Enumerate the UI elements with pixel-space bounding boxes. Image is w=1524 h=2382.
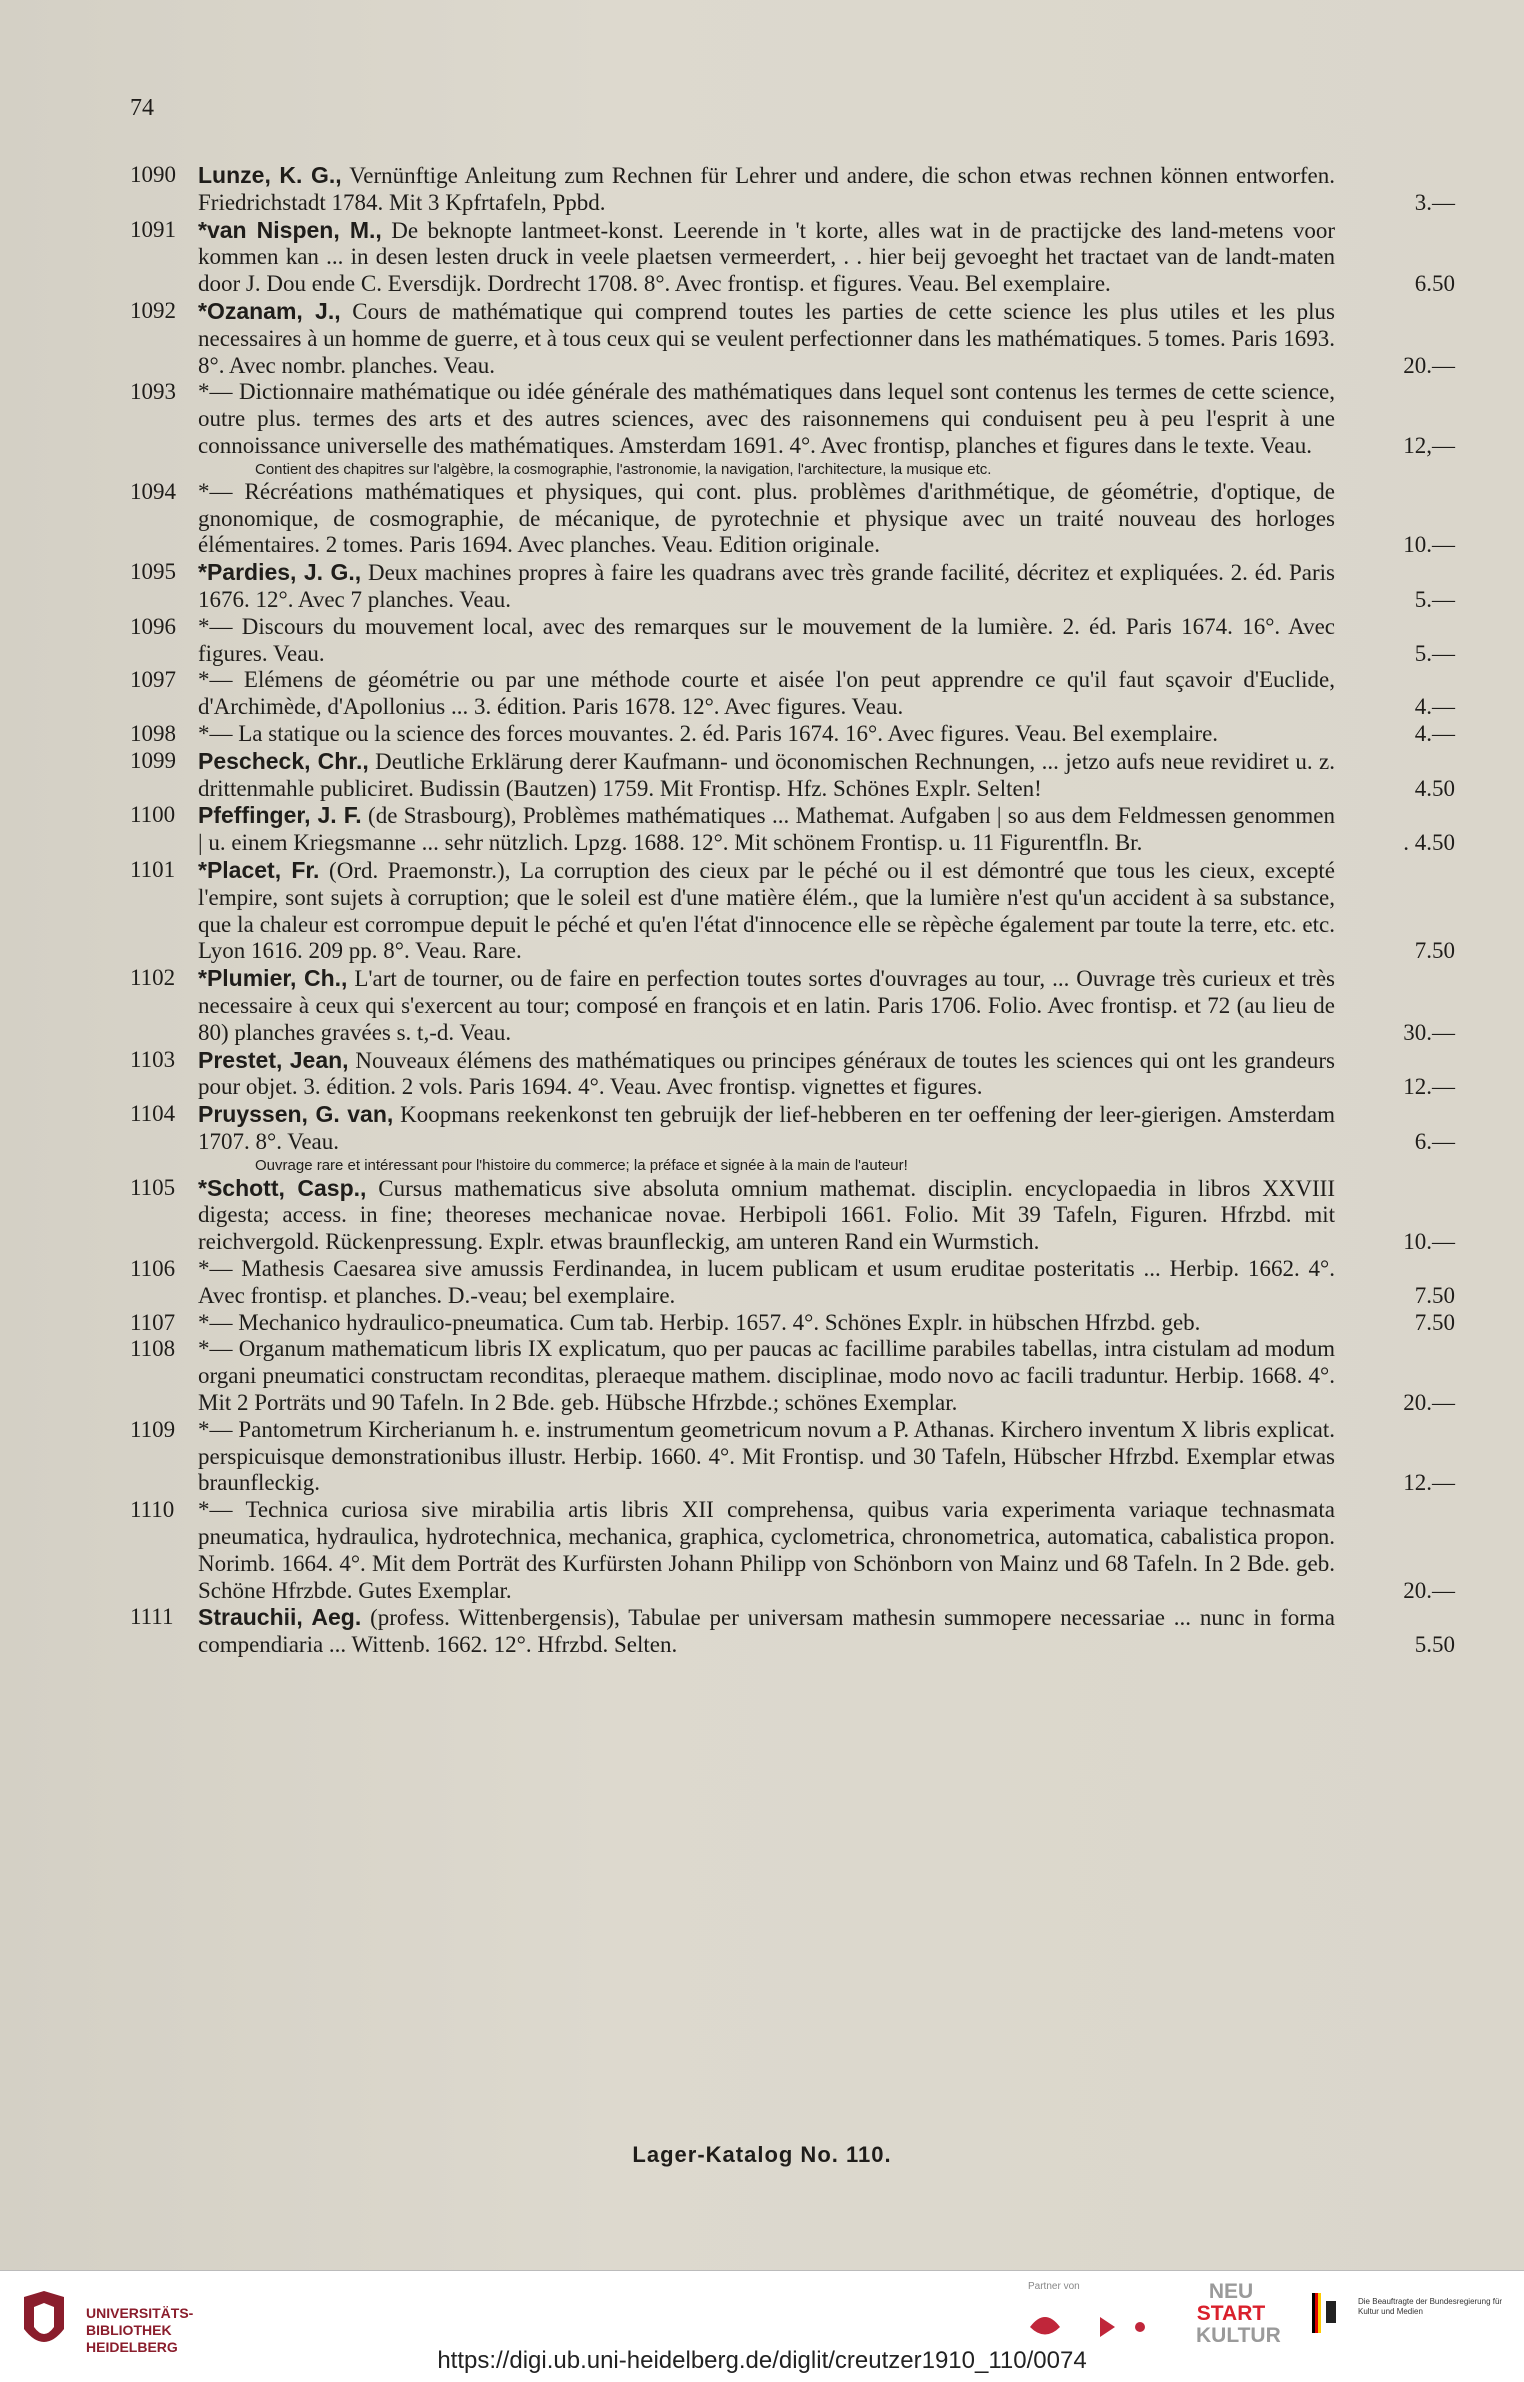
entry-description (198, 614, 1335, 668)
entry-description (198, 667, 1335, 721)
entry-description (198, 1256, 1335, 1310)
viewer-bottom-bar (0, 2270, 1524, 2382)
entry-description (198, 1175, 1335, 1256)
entry-body: Koopmans reekenkonst ten gebruijk der lief-hebberen en ter oeffening der leer-gierigen. Amsterdam 1707. 8°. Veau. (198, 1102, 1335, 1154)
catalog-entries (120, 162, 1455, 1659)
entry-description (198, 559, 1335, 614)
entry-number: 1100 (130, 802, 176, 828)
entry-note: Contient des chapitres sur l'algèbre, la cosmographie, l'astronomie, la navigation, l'architecture, la musique etc. (255, 460, 992, 478)
entry-number: 1110 (130, 1497, 175, 1523)
entry-description (198, 379, 1335, 459)
entry-description (198, 162, 1335, 217)
entry-description (198, 748, 1335, 803)
entry-number: 1099 (130, 747, 176, 773)
entry-author: *Placet, Fr. (198, 856, 320, 883)
entry-price: 10.— (1403, 1229, 1455, 1255)
entry-body: (profess. Wittenbergensis), Tabulae per universam mathesin summopere necessariae ... nunc in forma compendiaria ... Wittenb. 1662. 12°. Hfrzbd. Selten. (198, 1605, 1336, 1658)
entry-description (198, 1604, 1335, 1659)
entry-price: 5.50 (1414, 1632, 1455, 1658)
entry-body: *— Mechanico hydraulico-pneumatica. Cum tab. Herbip. 1657. 4°. Schönes Explr. in hübschen Hfrzbd. geb. (198, 1309, 1201, 1335)
catalog-entry (120, 379, 1455, 459)
entry-number: 1111 (130, 1604, 174, 1630)
entry-description (198, 1336, 1335, 1416)
catalog-entry (120, 802, 1455, 857)
catalog-entry (120, 1417, 1455, 1497)
entry-body: *— Organum mathematicum libris IX explicatum, quo per paucas ac facillime parabiles tabellas, intra cistulam ad modum organi pneumatici constructam reconditas, pleraeque mathem. disciplinae, modo novo ac facili traduntur. Herbip. 1668. 4°. Mit 2 Porträts und 90 Tafeln. In 2 Bde. geb. Hübsche Hfrzbde.; schönes Exemplar. (198, 1336, 1335, 1416)
entry-body: Deutliche Erklärung derer Kaufmann- und öconomischen Rechnungen, ... jetzo aufs neue revidiret u. z. drittenmahle publiciret. Budissin (Bautzen) 1759. Mit Frontisp. Hfz. Schönes Explr. Selten! (198, 748, 1336, 801)
entry-price: 12.— (1403, 1074, 1455, 1100)
entry-price: 7.50 (1414, 938, 1455, 964)
entry-number: 1092 (130, 297, 176, 323)
document-url[interactable]: https://digi.ub.uni-heidelberg.de/diglit/creutzer1910_110/0074 (437, 2347, 1087, 2374)
entry-description (198, 217, 1335, 298)
catalog-entry (120, 559, 1455, 614)
entry-description (198, 298, 1335, 379)
entry-number: 1095 (130, 559, 176, 585)
entry-description (198, 802, 1335, 857)
catalog-entry (120, 1604, 1455, 1659)
page-number: 74 (130, 95, 154, 121)
entry-number: 1106 (130, 1256, 176, 1282)
entry-price: 4.— (1414, 720, 1455, 746)
entry-price: 12,— (1403, 432, 1455, 458)
partner-logos-icon (1020, 2297, 1180, 2357)
entry-body: (Ord. Praemonstr.), La corruption des cieux par le péché ou il est démontré que tous les cieux, excepté l'empire, sont sujets à corruption; que le soleil est d'une matière élém., que la lumière n'est qu'un accident à sa substance, que la chaleur est corrompue depuit le péché et qu'en l'état d'innocence elle se rèpèche également par toute la terre, etc. etc. Lyon 1616. 209 pp. 8°. Veau. Rare. (198, 857, 1336, 964)
entry-number: 1090 (130, 162, 176, 187)
entry-author: *Pardies, J. G., (198, 559, 362, 586)
entry-price: 20.— (1403, 1577, 1455, 1603)
catalog-entry (120, 1101, 1455, 1156)
entry-number: 1091 (130, 216, 176, 242)
entry-author: Pescheck, Chr., (198, 747, 369, 774)
entry-description (198, 1101, 1335, 1156)
entry-number: 1102 (130, 965, 176, 991)
entry-author: Lunze, K. G., (198, 162, 342, 188)
eagle-icon (1312, 2293, 1340, 2333)
entry-number: 1101 (130, 856, 176, 882)
entry-author: Prestet, Jean, (198, 1046, 349, 1073)
entry-price: 30.— (1403, 1019, 1455, 1045)
entry-author: *Ozanam, J., (198, 297, 341, 324)
catalog-entry (120, 1256, 1455, 1310)
catalog-entry (120, 1497, 1455, 1604)
entry-body: L'art de tourner, ou de faire en perfection toutes sortes d'ouvrages au tour, ... Ouvrage très curieux et très necessaire à ceux qui s'exercent au tour; composé en françois et en latin. Paris 1706. Folio. Avec frontisp. et 72 (au lieu de 80) planches gravées s. t,-d. Veau. (198, 966, 1336, 1045)
catalog-entry (120, 965, 1455, 1046)
entry-price: 5.— (1414, 640, 1455, 666)
entry-number: 1109 (130, 1416, 176, 1442)
entry-author: *Plumier, Ch., (198, 965, 348, 992)
entry-price: 20.— (1403, 1390, 1455, 1416)
catalog-entry (120, 1175, 1455, 1256)
entry-body: *— La statique ou la science des forces mouvantes. 2. éd. Paris 1674. 16°. Avec figures. Veau. Bel exemplaire. (198, 720, 1219, 746)
entry-body: *— Technica curiosa sive mirabilia artis libris XII comprehensa, quibus varia experimenta variaque technasmata pneumatica, hydraulica, hydrotechnica, mechanica, graphica, cyclometrica, chronometrica, automatica, cabalistica propon. Norimb. 1664. 4°. Mit dem Porträt des Kurfürsten Johann Philipp von Schönborn von Mainz und 68 Tafeln. In 2 Bde. geb. Schöne Hfrzbde. Gutes Exemplar. (198, 1497, 1335, 1603)
entry-number: 1096 (130, 613, 176, 639)
entry-number: 1103 (130, 1046, 176, 1072)
neustart-kultur-logo: NEU START KULTUR (1196, 2280, 1281, 2347)
catalog-entry (120, 298, 1455, 379)
entry-note: Ouvrage rare et intéressant pour l'histoire du commerce; la préface et signée à la main de l'auteur! (255, 1156, 908, 1174)
entry-body: *— Dictionnaire mathématique ou idée générale des mathématiques dans lequel sont contenus les termes de cette science, outre plus. termes des arts et des autres sciences, avec des raisonnemens qui conduisent peu à peu l'esprit à une connoissance universelle des mathématiques. Amsterdam 1691. 4°. Avec frontisp, planches et figures dans le texte. Veau. (198, 379, 1335, 458)
entry-price: 10.— (1403, 532, 1455, 558)
entry-number: 1104 (130, 1101, 176, 1127)
entry-price: 3.— (1414, 189, 1455, 215)
entry-author: Pfeffinger, J. F. (198, 802, 362, 829)
entry-number: 1093 (130, 379, 176, 405)
catalog-entry (120, 614, 1455, 668)
catalog-entry (120, 1336, 1455, 1416)
entry-number: 1098 (130, 720, 176, 746)
entry-body: *— Mathesis Caesarea sive amussis Ferdinandea, in lucem publicam et usum eruditae posteritatis ... Herbip. 1662. 4°. Avec frontisp. et planches. D.-veau; bel exemplaire. (198, 1256, 1335, 1308)
entry-author: *van Nispen, M., (198, 216, 382, 243)
entry-author: Strauchii, Aeg. (198, 1604, 362, 1631)
entry-author: *Schott, Casp., (198, 1174, 367, 1201)
university-name: UNIVERSITÄTS- BIBLIOTHEK HEIDELBERG (86, 2305, 194, 2355)
catalog-entry (120, 1310, 1455, 1337)
entry-description (198, 721, 1335, 748)
entry-price: 4.— (1414, 694, 1455, 720)
catalog-entry (120, 748, 1455, 803)
entry-body: (de Strasbourg), Problèmes mathématiques ... Mathemat. Aufgaben | so aus dem Feldmessen genommen | u. einem Kriegsmanne ... sehr nützlich. Lpzg. 1688. 12°. Mit schönem Frontisp. u. 11 Figurentfln. Br. (198, 803, 1335, 856)
entry-description (198, 1047, 1335, 1102)
entry-description (198, 1310, 1335, 1337)
catalog-entry (120, 1047, 1455, 1102)
entry-body: *— Pantometrum Kircherianum h. e. instrumentum geometricum novum a P. Athanas. Kirchero inventum X libris explicat. perspicuisque demonstrationibus illustr. Herbip. 1660. 4°. Mit Frontisp. und 30 Tafeln, Hübscher Hfrzbd. Exemplar etwas braunfleckig. (198, 1416, 1335, 1496)
entry-price: 5.— (1414, 586, 1455, 612)
entry-price: 7.50 (1414, 1282, 1455, 1308)
entry-description (198, 1497, 1335, 1604)
entry-price: 6.50 (1414, 271, 1455, 297)
entry-price: 4.50 (1414, 775, 1455, 801)
entry-price: 6.— (1414, 1128, 1455, 1154)
catalog-entry (120, 479, 1455, 559)
catalog-entry (120, 217, 1455, 298)
entry-body: *— Discours du mouvement local, avec des remarques sur le mouvement de la lumière. 2. éd. Paris 1674. 16°. Avec figures. Veau. (198, 613, 1335, 666)
entry-author: Pruyssen, G. van, (198, 1101, 394, 1128)
entry-body: Vernünftige Anleitung zum Rechnen für Lehrer und andere, die schon etwas rechnen können entworfen. Friedrichstadt 1784. Mit 3 Kpfrtafeln, Ppbd. (198, 163, 1336, 215)
entry-price: 7.50 (1414, 1309, 1455, 1335)
bund-text: Die Beauftragte der Bundesregierung für Kultur und Medien (1358, 2297, 1503, 2316)
entry-body: Nouveaux élémens des mathématiques ou principes généraux de toutes les sciences qui ont les grandeurs pour objet. 3. édition. 2 vols. Paris 1694. 4°. Veau. Avec frontisp. vignettes et figures. (198, 1047, 1335, 1100)
entry-body: De beknopte lantmeet-konst. Leerende in 't korte, alles wat in de practijcke des land-metens voor kommen kan ... in desen lesten druck in veele plaetsen vermeerdert, . . hier beij gevoeght het tractaet van de landt-maten door J. Dou ende C. Eversdijk. Dordrecht 1708. 8°. Avec frontisp. et figures. Veau. Bel exemplaire. (198, 217, 1336, 297)
entry-price: 20.— (1403, 352, 1455, 378)
entry-body: *— Récréations mathématiques et physiques, qui cont. plus. problèmes d'arithmétique, de géométrie, d'optique, de gnonomique, de cosmographie, de mécanique, de pyrotechnie et physique avec un traité nouveau des horloges élémentaires. 2 tomes. Paris 1694. Avec planches. Veau. Edition originale. (198, 478, 1335, 558)
catalog-entry (120, 162, 1455, 217)
catalog-footer-title: Lager-Katalog No. 110. (632, 2142, 892, 2167)
entry-number: 1094 (130, 478, 176, 504)
entry-body: Cours de mathématique qui comprend toutes les parties de cette science les plus utiles et les plus necessaires à un homme de guerre, et à tous ceux qui se veulent perfectionner dans les mathématiques. 5 tomes. Paris 1693. 8°. Avec nombr. planches. Veau. (198, 298, 1336, 378)
entry-description (198, 479, 1335, 559)
entry-description (198, 1417, 1335, 1497)
entry-body: *— Elémens de géométrie ou par une méthode courte et aisée l'on peut apprendre ce qu'il faut sçavoir d'Euclide, d'Archimède, d'Apollonius ... 3. édition. Paris 1678. 12°. Avec figures. Veau. (198, 667, 1335, 720)
entry-number: 1097 (130, 667, 176, 693)
entry-price: . 4.50 (1403, 830, 1455, 856)
entry-description (198, 965, 1335, 1046)
entry-description (198, 857, 1335, 965)
entry-body: Deux machines propres à faire les quadrans avec très grande facilité, décritez et expliquées. 2. éd. Paris 1676. 12°. Avec 7 planches. Veau. (198, 560, 1335, 612)
entry-number: 1105 (130, 1174, 176, 1200)
partner-label: Partner von (1028, 2281, 1080, 2292)
catalog-entry (120, 857, 1455, 965)
entry-number: 1108 (130, 1336, 176, 1362)
entry-body: Cursus mathematicus sive absoluta omnium mathemat. disciplin. encyclopaedia in libros XXVIII digesta; access. in fine; theoreses mechanicae novae. Herbipoli 1661. Folio. Mit 39 Tafeln, Figuren. Hfrzbd. mit reichvergold. Rückenpressung. Explr. etwas braunfleckig, am unteren Rand ein Wurmstich. (198, 1175, 1335, 1255)
catalog-entry (120, 721, 1455, 748)
entry-price: 12.— (1403, 1470, 1455, 1496)
bund-logo (1312, 2293, 1512, 2353)
entry-number: 1107 (130, 1309, 176, 1335)
catalog-entry (120, 667, 1455, 721)
